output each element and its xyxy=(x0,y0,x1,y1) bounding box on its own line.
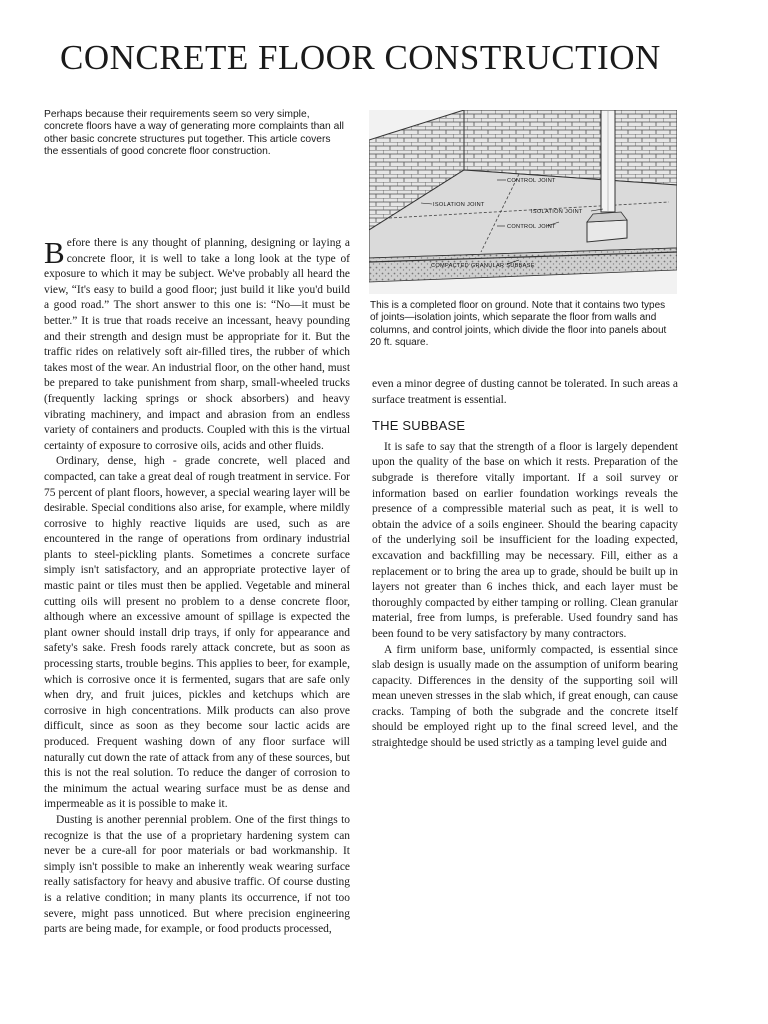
drop-cap: B xyxy=(44,235,65,270)
paragraph-3-continued: even a minor degree of dusting cannot be tolerated. In such areas a surface treatment is essential. xyxy=(372,378,678,406)
right-column xyxy=(372,377,678,752)
label-isolation-joint-left: ISOLATION JOINT xyxy=(433,202,485,208)
paragraph-5: A firm uniform base, uniformly compacted, is essential since slab design is usually made on the assumption of uniform bearing capacity. Differences in the density of the supporting soil will mean uneven stresses in the slab which, if great enough, can cause cracks. Tamping of both the subgrade and the concrete itself should be employed right up to the final screed level, and the straightedge should be used strictly as a tamping level guide and xyxy=(372,643,678,750)
paragraph-3: Dusting is another perennial problem. One of the first things to recognize is that the use of a proprietary hardening system can never be a cure-all for poor materials or bad workmanship. It simply isn't possible to make an inherently weak wearing surface really satisfactory for heavy and abusive traffic. Of course dusting is a relative condition; in many plants its occurrence, if not too severe, might pass unnoticed. But where precision engineering parts are being made, for example, or food products processed, xyxy=(44,813,350,936)
paragraph-1 xyxy=(44,236,350,454)
label-subbase: COMPACTED GRANULAR SUBBASE xyxy=(431,263,535,269)
figure-caption: This is a completed floor on ground. Note that it contains two types of joints—isolation joints, which separate the floor from walls and columns, and control joints, which divide the floor into panels about 20 ft. square. xyxy=(370,300,667,348)
label-control-joint-mid: CONTROL JOINT xyxy=(507,224,556,230)
left-column xyxy=(44,236,350,938)
paragraph-1-text: efore there is any thought of planning, designing or laying a concrete floor, it is well to take a long look at the type of exposure to which it may be subject. We've probably all heard the view, “It's easy to build a good floor; just build it like you'd build a good road.” The short answer to this one is: “No—it must be better.” It is true that roads receive an incessant, heavy pounding and their strength and design must be appropriate for it. But the traffic rides on relatively soft air-filled tires, the rubber of which takes most of the wear. An industrial floor, on the other hand, must be prepared to take punishment from sharp, small-wheeled trucks (frequently lacking springs or shock absorbers) and heavy vibrating machinery, and impact and abrasion from an endless variety of containers and products. Coupled with this is the virtual certainty of exposure to corrosive oils, acids and other fluids. xyxy=(44,237,350,452)
label-isolation-joint-right: ISOLATION JOINT xyxy=(531,209,583,215)
paragraph-4: It is safe to say that the strength of a floor is largely dependent upon the quality of the base on which it rests. Preparation of the subgrade is therefore vitally important. If a soil survey or information based on earlier foundation workings reveals the presence of a compressible material such as peat, it is well to obtain the advice of a soils engineer. Should the bearing capacity of the underlying soil be insufficient for the loading expected, excavation and backfilling may be necessary. Fill, either as a replacement or to bring the area up to grade, should be built up in layers not greater than 6 inches thick, and each layer must be thoroughly compacted by either tamping or rolling. Clean granular material, free from lumps, is preferable. Used foundry sand has been found to be very satisfactory by many contractors. xyxy=(372,440,678,640)
intro-paragraph: Perhaps because their requirements seem so very simple, concrete floors have a way of generating more complaints than all other basic concrete structures put together. This article covers the essentials of good concrete floor construction. xyxy=(44,109,344,158)
paragraph-2: Ordinary, dense, high - grade concrete, well placed and compacted, can take a great deal of rough treatment in service. For 75 percent of plant floors, however, a special wearing layer will be desirable. Special conditions also arise, for example, where mildly corrosive to highly reactive liquids are used, such as are encountered in the range of operations from ordinary industrial plants to steel-pickling plants. Sometimes a concrete surface simply isn't satisfactory, and an appropriate protective layer of mastic paint or tiles must then be applied. Vegetable and mineral cutting oils will present no problem to a dense concrete floor, although where an excessive amount of spillage is expected the plant owner should install drip trays, if only for appearance and safety's sake. Fresh foods rarely attack concrete, but as soon as processing starts, trouble begins. This applies to beer, for example, which is corrosive once it is fermented, sugars that are safe only when dry, and fruit juices, pickles and ketchups which are corrosive in high concentrations. Milk products can also prove difficult, since as soon as they become sour lactic acids are produced. Frequent washing down of any floor surface will naturally cut down the rate of attack from any of these sources, but this is not the real solution. To reduce the danger of corrosion to the minimum the actual wearing surface must be as dense and impermeable as it is possible to make it. xyxy=(44,455,350,811)
column-footing xyxy=(587,220,627,242)
section-heading-subbase: THE SUBBASE xyxy=(372,418,466,434)
floor-diagram xyxy=(369,110,677,294)
page-title: CONCRETE FLOOR CONSTRUCTION xyxy=(60,38,661,77)
label-control-joint-top: CONTROL JOINT xyxy=(507,178,556,184)
